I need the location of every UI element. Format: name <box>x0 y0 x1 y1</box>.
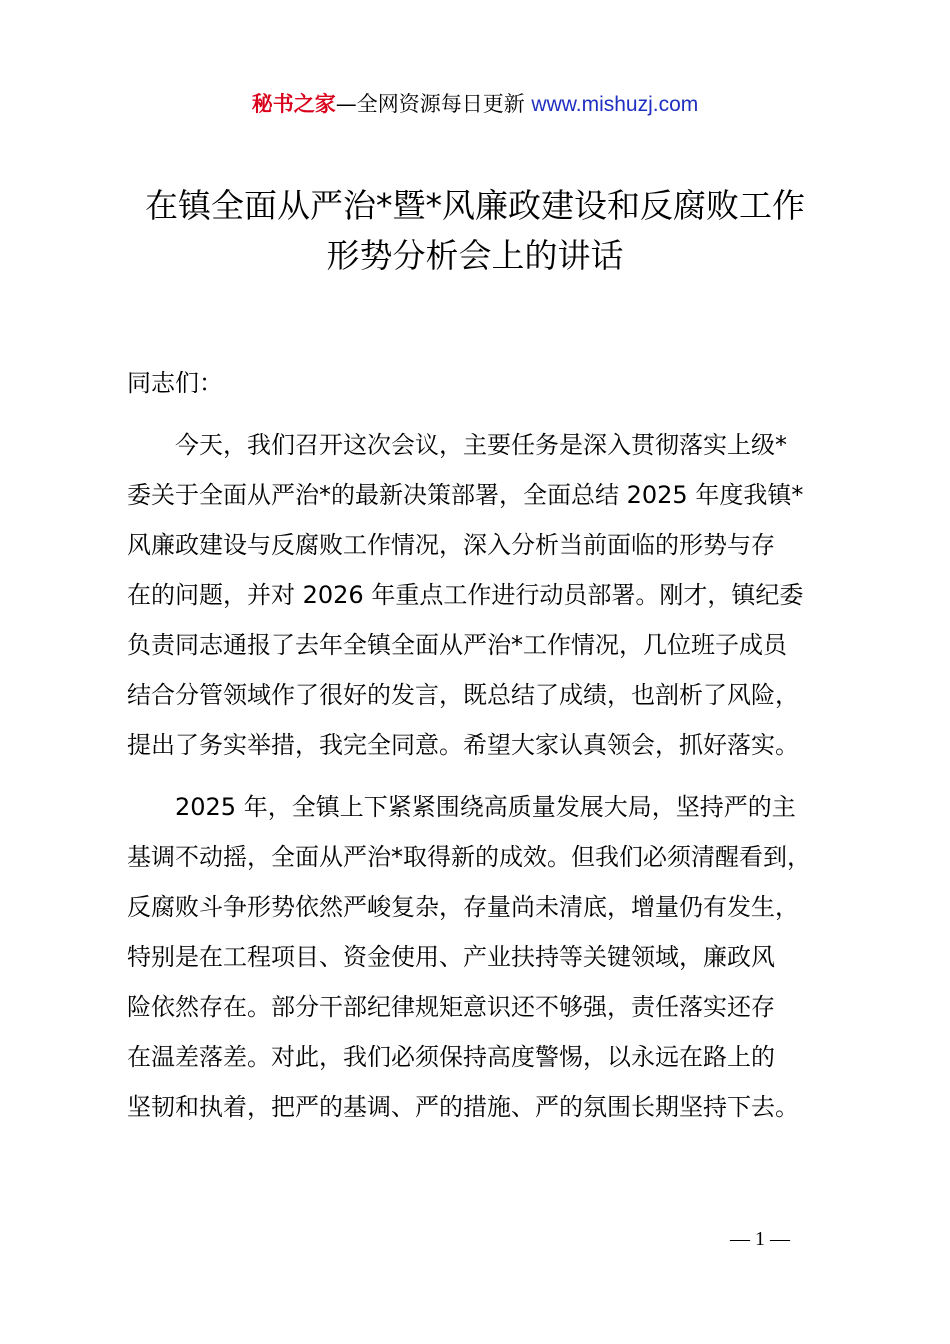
paragraph-2 <box>127 782 827 1132</box>
paragraph-line: 特别是在工程项目、资金使用、产业扶持等关键领域，廉政风 <box>127 943 775 971</box>
title-line-2: 形势分析会上的讲话 <box>326 236 624 275</box>
brand-name: 秘书之家 <box>251 92 336 116</box>
paragraph-line: 基调不动摇，全面从严治*取得新的成效。但我们必须清醒看到， <box>127 843 811 871</box>
paragraph-line: 坚韧和执着，把严的基调、严的措施、严的氛围长期坚持下去。 <box>127 1093 799 1121</box>
paragraph-line: 负责同志通报了去年全镇全面从严治*工作情况，几位班子成员 <box>127 631 787 659</box>
paragraph-line: 在温差落差。对此，我们必须保持高度警惕，以永远在路上的 <box>127 1043 775 1071</box>
header-tagline: —全网资源每日更新 <box>335 92 532 116</box>
document-title <box>95 181 855 281</box>
paragraph-1 <box>127 420 827 770</box>
paragraph-line: 今天，我们召开这次会议，主要任务是深入贯彻落实上级* <box>127 431 787 459</box>
page-number: — 1 — <box>730 1228 790 1250</box>
salutation: 同志们： <box>127 369 223 397</box>
paragraph-line: 险依然存在。部分干部纪律规矩意识还不够强，责任落实还存 <box>127 993 775 1021</box>
title-line-1: 在镇全面从严治*暨*风廉政建设和反腐败工作 <box>145 186 805 225</box>
paragraph-line: 在的问题，并对 2026 年重点工作进行动员部署。刚才，镇纪委 <box>127 581 804 609</box>
paragraph-line: 风廉政建设与反腐败工作情况，深入分析当前面临的形势与存 <box>127 531 775 559</box>
header-url: www.mishuzj.com <box>531 93 699 116</box>
site-header <box>0 88 950 121</box>
paragraph-line: 2025 年，全镇上下紧紧围绕高质量发展大局，坚持严的主 <box>127 793 796 821</box>
paragraph-line: 提出了务实举措，我完全同意。希望大家认真领会，抓好落实。 <box>127 731 799 759</box>
paragraph-line: 委关于全面从严治*的最新决策部署，全面总结 2025 年度我镇* <box>127 481 804 509</box>
paragraph-line: 结合分管领域作了很好的发言，既总结了成绩，也剖析了风险， <box>127 681 799 709</box>
document-body <box>127 358 827 1132</box>
paragraph-line: 反腐败斗争形势依然严峻复杂，存量尚未清底，增量仍有发生， <box>127 893 799 921</box>
